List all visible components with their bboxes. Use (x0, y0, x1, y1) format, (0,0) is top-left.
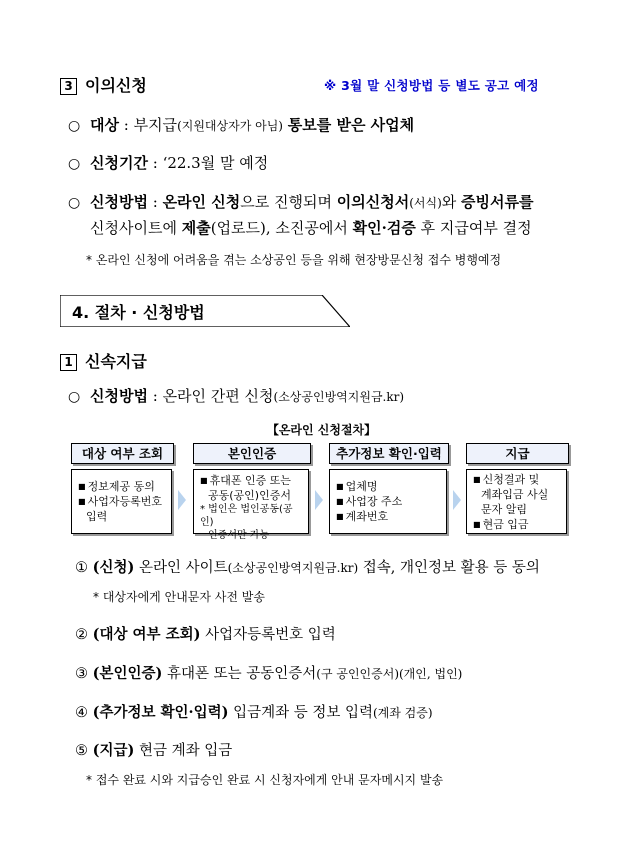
step-item: 정보제공 동의 (87, 480, 155, 493)
target-text-a: 부지급 (133, 116, 178, 134)
step-body-info: ■ 업체명 ■ 사업장 주소 ■ 계좌번호 (329, 469, 447, 534)
step-item: 문자 알림 (481, 503, 528, 516)
step-text: 현금 계좌 입금 (138, 743, 233, 759)
step-item: 계좌번호 (345, 510, 389, 523)
step-paren: (구 공인인증서) (316, 667, 399, 681)
objection-method-line1: ○ 신청방법 : 온라인 신청으로 진행되며 이의신청서(서식)와 증빙서류를 (68, 193, 534, 211)
step-body-lookup: ■ 정보제공 동의 ■ 사업자등록번호 입력 (71, 469, 172, 534)
objection-method-note: * 온라인 신청에 어려움을 겪는 소상공인 등을 위해 현장방문신청 접수 병행예정 (86, 253, 502, 267)
fast-method: ○ 신청방법 : 온라인 간편 신청(소상공인방역지원금.kr) (68, 387, 405, 405)
step-item: 입력 (86, 510, 108, 523)
method-l1c: 이의신청서 (336, 193, 410, 211)
step-mark: ① (75, 560, 88, 576)
step-text: 사업자등록번호 입력 (205, 627, 336, 643)
arrow-icon (453, 490, 461, 510)
step-label: (대상 여부 조회) (92, 626, 201, 643)
method-l2e: 후 지급여부 결정 (420, 219, 532, 237)
objection-heading (60, 73, 147, 96)
step1-note: * 대상자에게 안내문자 사전 발송 (93, 590, 265, 604)
step-body-pay: ■ 신청결과 및 계좌입금 사실 문자 알림 ■ 현금 입금 (466, 469, 567, 534)
step-mark: ③ (75, 666, 88, 682)
step-5 (75, 739, 232, 760)
period-label: 신청기간 (90, 154, 148, 172)
step-text: 휴대폰 또는 공동인증서 (166, 666, 317, 682)
step-paren: (소상공인방역지원금.kr) (227, 561, 359, 575)
step-mark: ② (75, 627, 88, 643)
step-label: (신청) (92, 559, 135, 576)
step-label: (지급) (92, 742, 135, 759)
fast-number: 1 (60, 354, 77, 371)
fast-heading (60, 349, 147, 372)
step-item: * 법인은 법인공동(공인) (200, 504, 293, 528)
target-label: 대상 (90, 116, 119, 134)
final-note: * 접수 완료 시와 지급승인 완료 시 신청자에게 안내 문자메시지 발송 (86, 773, 444, 787)
method-l1f: 증빙서류를 (461, 193, 534, 211)
step-body-auth: ■ 휴대폰 인증 또는 공동(공인)인증서 * 법인은 법인공동(공인) 인증서만 가능 (193, 469, 309, 534)
bullet-icon: ○ (68, 195, 81, 211)
step-item: 공동(공인)인증서 (208, 489, 291, 502)
objection-notice: ※ 3월 말 신청방법 등 별도 공고 예정 (324, 78, 539, 93)
step-item: 사업장 주소 (345, 495, 403, 508)
step-1 (75, 556, 540, 577)
method-l1d: (서식) (409, 196, 442, 210)
step-head-pay: 지급 (466, 443, 569, 464)
step-mark: ④ (75, 705, 88, 721)
fast-method-paren: (소상공인방역지원금.kr) (273, 390, 405, 404)
fast-method-label: 신청방법 (90, 387, 148, 405)
step-item: 현금 입금 (482, 518, 529, 531)
period-value: ‘22.3월 말 예정 (162, 154, 269, 172)
step-3 (75, 662, 462, 683)
arrow-icon (315, 490, 323, 510)
method-l1e: 와 (441, 193, 457, 211)
fast-title: 신속지급 (85, 352, 147, 371)
step-head-info: 추가정보 확인·입력 (329, 443, 449, 464)
step-item: 신청결과 및 (482, 473, 540, 486)
bullet-icon: ○ (68, 156, 81, 172)
step-2 (75, 623, 336, 644)
method-l2d: 확인·검증 (352, 219, 416, 237)
objection-target: ○ 대상 : 부지급(지원대상자가 아님) 통보를 받은 사업체 (68, 116, 415, 134)
step-item: 업체명 (345, 480, 378, 493)
method-l1b: 으로 진행되며 (240, 193, 332, 211)
step-head-auth: 본인인증 (193, 443, 311, 464)
step-item: 계좌입금 사실 (481, 488, 549, 501)
step-mark: ⑤ (75, 743, 88, 759)
objection-period: ○ 신청기간 : ‘22.3월 말 예정 (68, 154, 269, 172)
procedure-title: 【온라인 신청절차】 (266, 423, 377, 437)
objection-method-line2 (90, 217, 532, 238)
step-item: 휴대폰 인증 또는 (209, 474, 291, 487)
method-l2a: 신청사이트에 (90, 219, 177, 237)
step-paren: (계좌 검증) (372, 706, 433, 720)
step-item: 사업자등록번호 (87, 495, 162, 508)
method-l1a: 온라인 신청 (162, 193, 241, 211)
objection-title: 이의신청 (85, 76, 147, 95)
step-item: 인증서만 가능 (208, 530, 270, 541)
method-l2c: (업로드), 소진공에서 (210, 219, 348, 237)
step-label: (본인인증) (92, 665, 163, 682)
step-4 (75, 701, 433, 722)
bullet-icon: ○ (68, 118, 81, 134)
target-paren: (지원대상자가 아님) (177, 119, 283, 133)
target-text-b: 통보를 받은 사업체 (287, 116, 415, 134)
objection-number: 3 (60, 78, 77, 95)
method-label: 신청방법 (90, 193, 148, 211)
bullet-icon: ○ (68, 389, 81, 405)
step-label: (추가정보 확인·입력) (92, 704, 229, 721)
step-text: 접속, 개인정보 활용 등 동의 (362, 560, 540, 576)
step-paren: (개인, 법인) (399, 667, 463, 681)
section4-title: 4. 절차 · 신청방법 (72, 303, 205, 322)
step-text: 온라인 사이트 (138, 560, 228, 576)
step-text: 입금계좌 등 정보 입력 (233, 705, 373, 721)
arrow-icon (178, 490, 186, 510)
fast-method-value: 온라인 간편 신청 (162, 387, 274, 405)
method-l2b: 제출 (181, 219, 211, 237)
step-head-lookup: 대상 여부 조회 (71, 443, 174, 464)
